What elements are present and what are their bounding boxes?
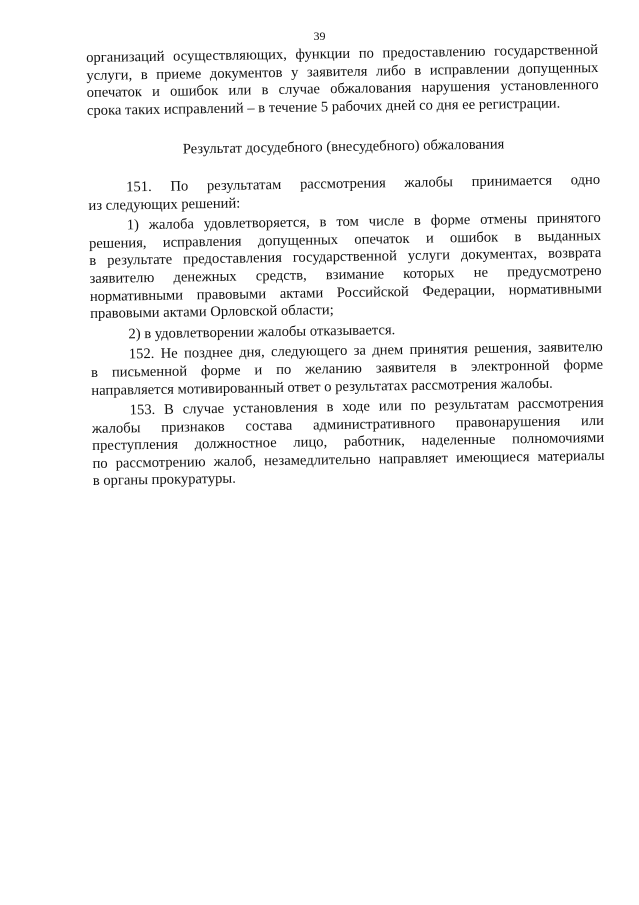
intro-paragraph (86, 42, 599, 120)
text-line: направляется мотивированный ответ о результатах рассмотрения жалобы. (91, 375, 553, 399)
text-line: правовыми актами Орловской области; (90, 302, 334, 323)
text-line: жалобы признаков состава административного правонарушения или (91, 412, 605, 437)
text-line: 153. В случае установления в ходе или по результатам рассмотрения (129, 395, 604, 419)
paragraph-151-item-1 (89, 210, 603, 324)
text-line: 2) в удовлетворении жалобы отказывается. (128, 321, 396, 343)
page-number: 39 (313, 29, 326, 43)
section-heading: Результат досудебного (внесудебного) обжалования (182, 136, 505, 158)
text-line: по рассмотрению жалоб, незамедлительно направляет имеющиеся материалы (92, 447, 605, 472)
text-line: 152. Не позднее дня, следующего за днем принятия решения, заявителю (128, 339, 603, 363)
text-line: услуги, в приеме документов у заявителя либо в исправлении допущенных (86, 59, 599, 84)
text-line: из следующих решений: (88, 195, 241, 214)
document-body (86, 42, 605, 491)
text-line: в органы прокуратуры. (92, 471, 236, 490)
text-line: заявителю денежных средств, взимание которых не предусмотрено (89, 262, 602, 287)
text-line: в результате предоставления государственной услуги документах, возврата (89, 245, 602, 270)
text-line: в письменной форме и по желанию заявителя в электронной форме (90, 356, 604, 381)
text-line: решения, исправления допущенных опечаток и ошибок в выданных (88, 227, 602, 252)
text-line: 1) жалоба удовлетворяется, в том числе в форме отмены принятого (126, 210, 601, 234)
text-line: преступления должностное лицо, работник, наделенные полномочиями (92, 430, 605, 455)
text-line: организаций осуществляющих, функции по предоставлению государственной (86, 41, 599, 66)
paragraph-152 (91, 339, 604, 400)
text-line: нормативными правовыми актами Российской Федерации, нормативными (89, 280, 602, 305)
text-line: срока таких исправлений – в течение 5 рабочих дней со дня ее регистрации. (86, 95, 561, 119)
text-line: опечаток и ошибок или в случае обжалования нарушения установленного (86, 77, 599, 102)
text-line: 151. По результатам рассмотрения жалобы принимается одно (126, 171, 601, 196)
paragraph-153 (92, 395, 605, 491)
